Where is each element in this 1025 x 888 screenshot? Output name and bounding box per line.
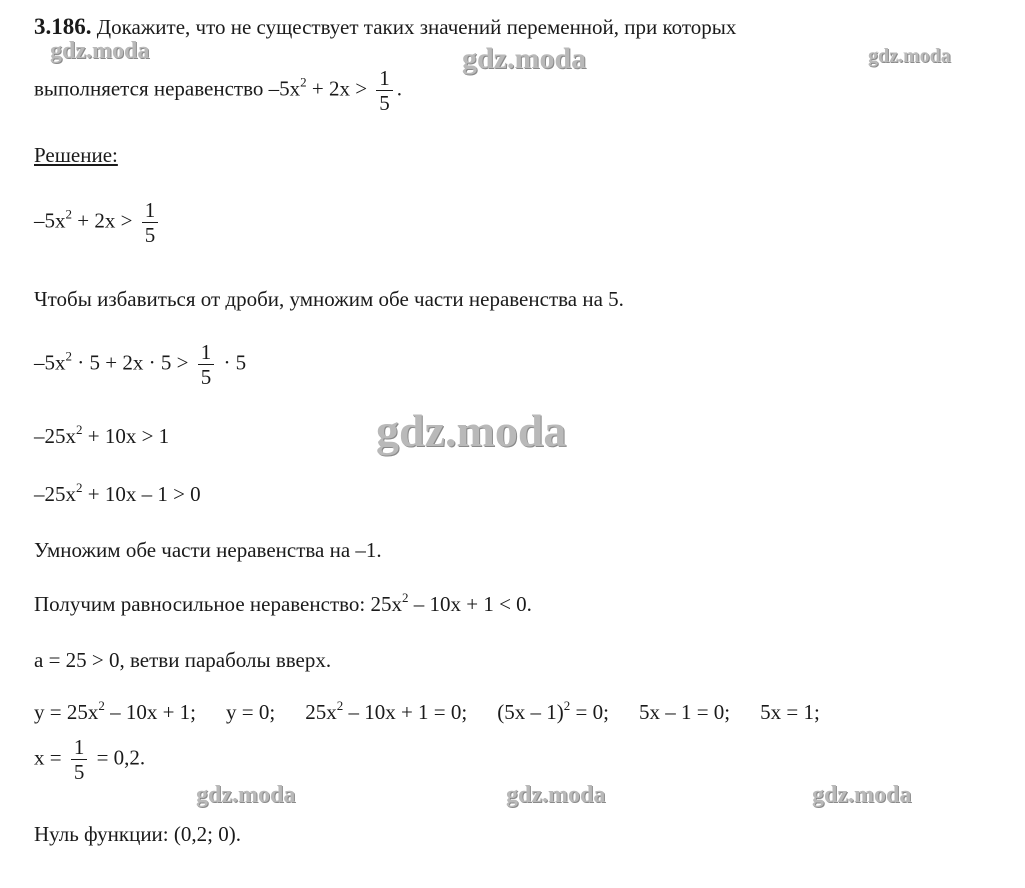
- root-suffix: = 0,2.: [96, 745, 146, 770]
- watermark: gdz.moda: [376, 405, 567, 456]
- fraction-numerator: 1: [198, 340, 215, 365]
- note3-right: – 10x + 1 < 0.: [408, 592, 532, 616]
- fraction-denominator: 5: [144, 223, 156, 248]
- inequality-2: [34, 340, 246, 389]
- note-multiply-minus-1: Умножим обе части неравенства на –1.: [34, 538, 382, 562]
- eq-5x: 5x = 1;: [760, 700, 820, 724]
- task-text-1: Докажите, что не существует таких значений переменной, при которых: [96, 15, 737, 39]
- ineq1-left: –5x: [34, 208, 66, 233]
- exponent: 2: [65, 348, 72, 364]
- ineq4-right: + 10x – 1 > 0: [82, 482, 201, 506]
- ineq2-fraction: [198, 340, 215, 389]
- eq-square-left: (5x – 1): [497, 700, 564, 724]
- task-number: 3.186.: [34, 14, 92, 39]
- exponent: 2: [98, 698, 105, 713]
- task-line-1: [34, 14, 736, 40]
- task-period: .: [396, 76, 403, 101]
- eq-y-left: y = 25x: [34, 700, 99, 724]
- exponent: 2: [300, 74, 307, 90]
- fraction-denominator: 5: [379, 91, 390, 116]
- ineq2-right: · 5: [223, 350, 247, 375]
- root-line: [34, 735, 145, 784]
- exponent: 2: [563, 698, 571, 713]
- fraction-numerator: 1: [71, 735, 88, 760]
- eq-square-right: = 0;: [570, 700, 609, 724]
- watermark: gdz.moda: [868, 45, 951, 67]
- eq-quad-right: – 10x + 1 = 0;: [343, 700, 468, 724]
- fraction-numerator: 1: [142, 198, 159, 223]
- root-prefix: x =: [34, 745, 62, 770]
- exponent: 2: [76, 422, 83, 437]
- fraction-numerator: 1: [376, 66, 393, 91]
- inequality-1: [34, 198, 162, 247]
- ineq3-left: –25x: [34, 424, 76, 448]
- ineq1-mid: + 2x >: [72, 208, 133, 233]
- note-multiply-5: Чтобы избавиться от дроби, умножим обе части неравенства на 5.: [34, 287, 624, 311]
- eq-linear: 5x – 1 = 0;: [638, 700, 731, 724]
- note-equivalent: [34, 592, 532, 617]
- eq-y-right: – 10x + 1;: [104, 700, 197, 724]
- task-fraction: [376, 66, 393, 115]
- exponent: 2: [76, 480, 83, 495]
- task-text-2a: выполняется неравенство –5x: [34, 76, 301, 101]
- exponent: 2: [336, 698, 344, 713]
- ineq4-left: –25x: [34, 482, 76, 506]
- ineq2-mid: · 5 + 2x · 5 >: [72, 350, 189, 375]
- fraction-denominator: 5: [200, 365, 212, 390]
- note3-left: Получим равносильное неравенство: 25x: [34, 592, 402, 616]
- exponent: 2: [401, 590, 409, 605]
- fraction-denominator: 5: [73, 760, 85, 785]
- watermark: gdz.moda: [462, 42, 587, 75]
- inequality-3: [34, 424, 169, 449]
- task-text-2b: + 2x >: [306, 76, 368, 101]
- exponent: 2: [65, 206, 72, 222]
- watermark: gdz.moda: [50, 38, 150, 64]
- eq-y-zero: y = 0;: [226, 700, 276, 724]
- watermark: gdz.moda: [506, 782, 606, 808]
- watermark: gdz.moda: [812, 782, 912, 808]
- equations-line: [34, 700, 820, 725]
- eq-quad-left: 25x: [305, 700, 337, 724]
- ineq3-right: + 10x > 1: [82, 424, 170, 448]
- note-parabola: a = 25 > 0, ветви параболы вверх.: [34, 648, 332, 672]
- ineq2-left: –5x: [34, 350, 66, 375]
- root-fraction: [71, 735, 88, 784]
- inequality-4: [34, 482, 201, 507]
- solution-heading: Решение:: [34, 143, 118, 167]
- ineq1-fraction: [142, 198, 159, 247]
- watermark: gdz.moda: [196, 782, 296, 808]
- task-line-2: [34, 66, 402, 115]
- function-zero: Нуль функции: (0,2; 0).: [34, 822, 241, 846]
